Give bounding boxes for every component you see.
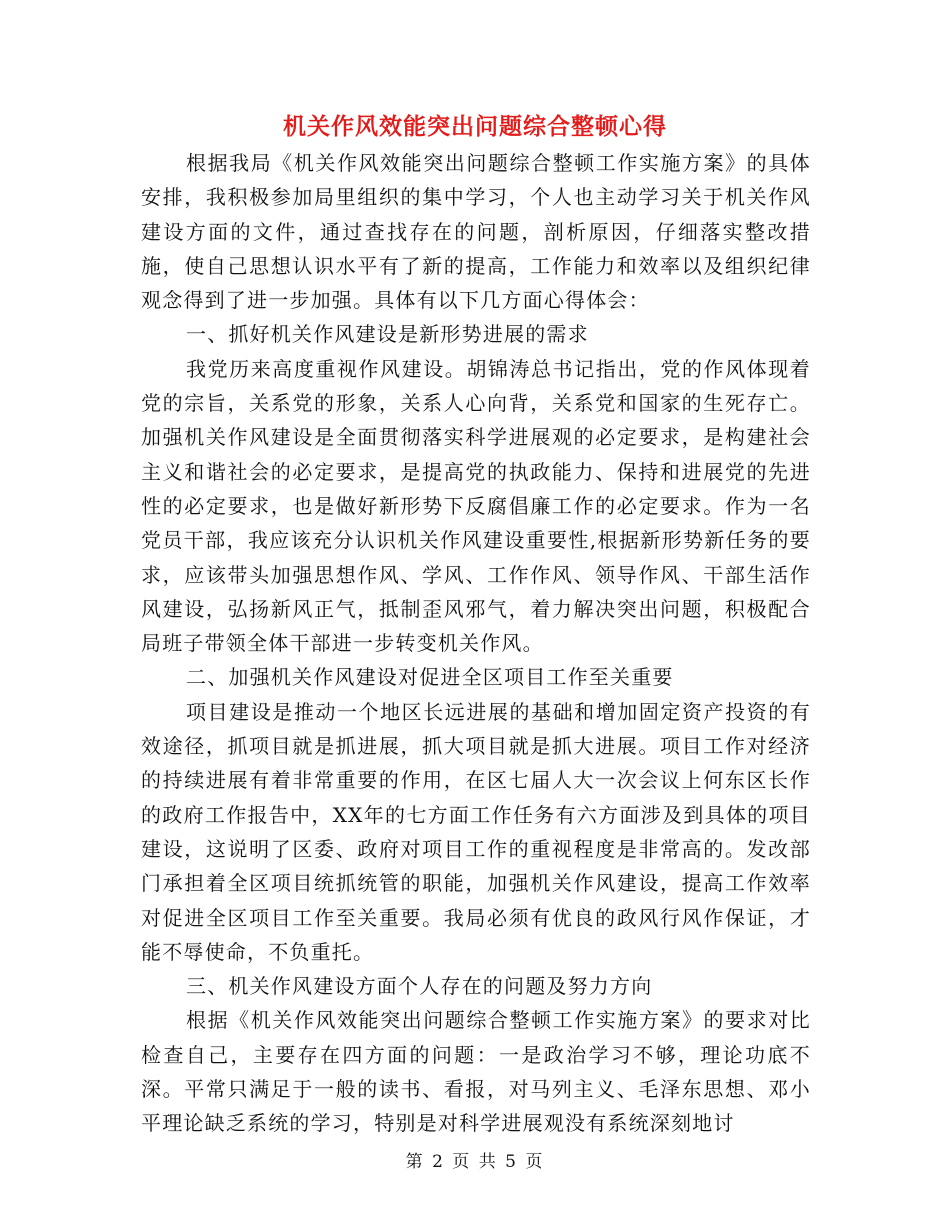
document-title: 机关作风效能突出问题综合整顿心得 [283,113,667,140]
section-heading-1: 一、抓好机关作风建设是新形势进展的需求 [186,322,589,347]
section-paragraph-1: 我党历来高度重视作风建设。胡锦涛总书记指出，党的作风体现着党的宗旨，关系党的形象，关系人心向背，关系党和国家的生死存亡。加强机关作风建设是全面贯彻落实科学进展观的必定要求，是构建社会主义和谐社会的必定要求，是提高党的执政能力、保持和进展党的先进性的必定要求，也是做好新形势下反腐倡廉工作的必定要求。作为一名党员干部，我应该充分认识机关作风建设重要性,根据新形势新任务的要求，应该带头加强思想作风、学风、工作作风、领导作风、干部生活作风建设，弘扬新风正气，抵制歪风邪气，着力解决突出问题，积极配合局班子带领全体干部进一步转变机关作风。 [141,356,811,656]
intro-paragraph: 根据我局《机关作风效能突出问题综合整顿工作实施方案》的具体安排，我积极参加局里组织的集中学习，个人也主动学习关于机关作风建设方面的文件，通过查找存在的问题，剖析原因，仔细落实整改措施，使自己思想认识水平有了新的提高，工作能力和效率以及组织纪律观念得到了进一步加强。具体有以下几方面心得体会： [141,151,811,313]
section-heading-3: 三、机关作风建设方面个人存在的问题及努力方向 [186,974,653,999]
section-paragraph-2: 项目建设是推动一个地区长远进展的基础和增加固定资产投资的有效途径，抓项目就是抓进展，抓大项目就是抓大进展。项目工作对经济的持续进展有着非常重要的作用，在区七届人大一次会议上何东区长作的政府工作报告中，XX年的七方面工作任务有六方面涉及到具体的项目建设，这说明了区委、政府对项目工作的重视程度是非常高的。发改部门承担着全区项目统抓统管的职能，加强机关作风建设，提高工作效率对促进全区项目工作至关重要。我局必须有优良的政风行风作保证，才能不辱使命，不负重托。 [141,699,811,964]
section-heading-2: 二、加强机关作风建设对促进全区项目工作至关重要 [186,665,674,690]
page-number-footer: 第 2 页 共 5 页 [405,1152,545,1172]
document-body [141,146,811,1141]
section-paragraph-3: 根据《机关作风效能突出问题综合整顿工作实施方案》的要求对比检查自己，主要存在四方面的问题：一是政治学习不够，理论功底不深。平常只满足于一般的读书、看报，对马列主义、毛泽东思想、邓小平理论缺乏系统的学习，特别是对科学进展观没有系统深刻地讨 [141,1008,811,1136]
